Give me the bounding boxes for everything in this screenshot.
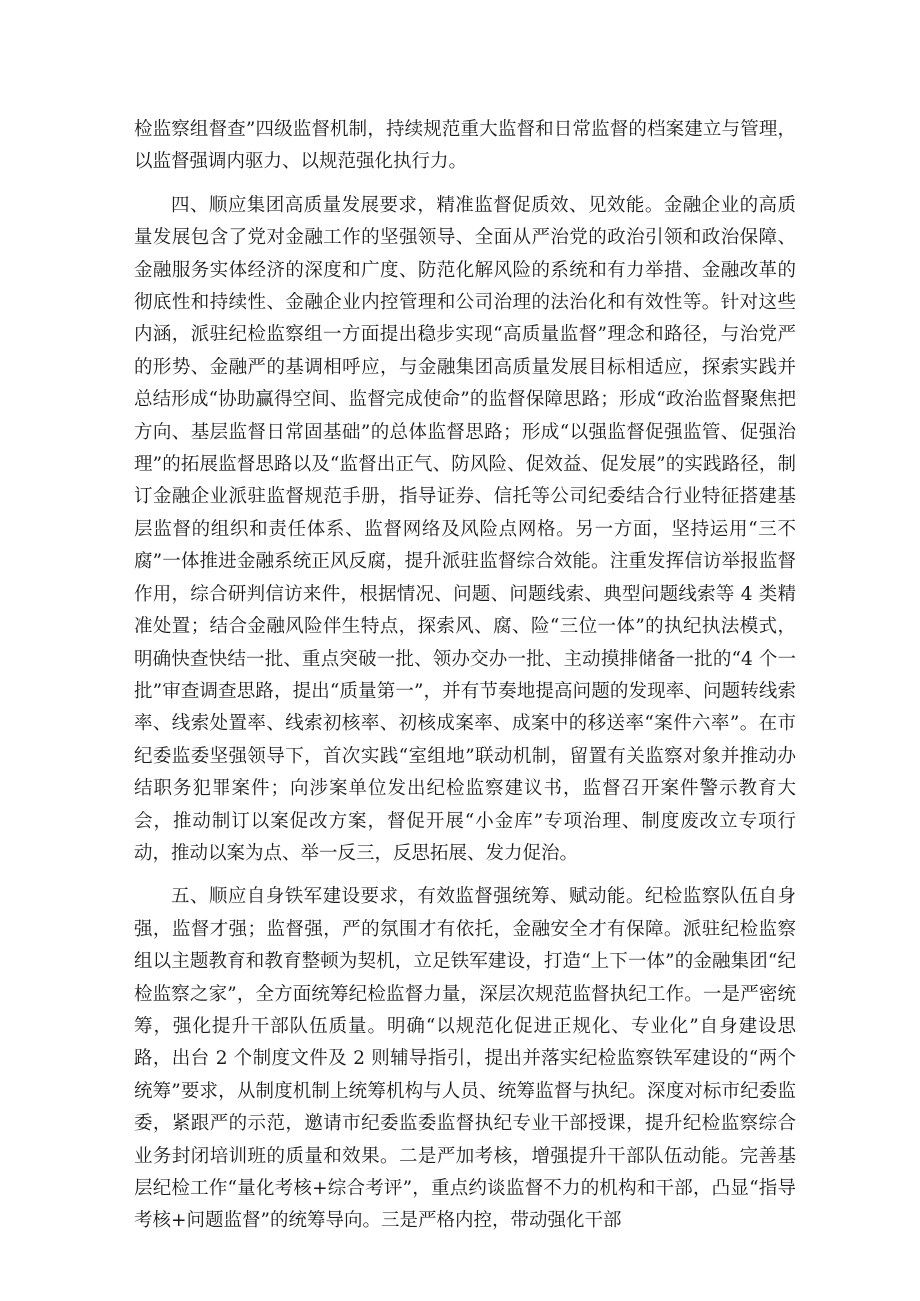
- paragraph-section-five: 五、顺应自身铁军建设要求，有效监督强统筹、赋动能。纪检监察队伍自身强，监督才强；监督强，严的氛围才有依托，金融安全才有保障。派驻纪检监察组以主题教育和教育整顿为契机，立足铁军建设，打造“上下一体”的金融集团“纪检监察之家”，全方面统筹纪检监督力量，深层次规范监督执纪工作。一是严密统筹，强化提升干部队伍质量。明确“以规范化促进正规化、专业化”自身建设思路，出台 2 个制度文件及 2 则辅导指引，提出并落实纪检监察铁军建设的“两个统筹”要求，从制度机制上统筹机构与人员、统筹监督与执纪。深度对标市纪委监委，紧跟严的示范，邀请市纪委监委监督执纪专业干部授课，提升纪检监察综合业务封闭培训班的质量和效果。二是严加考核，增强提升干部队伍动能。完善基层纪检工作“量化考核+综合考评”，重点约谈监督不力的机构和干部，凸显“指导考核+问题监督”的统筹导向。三是严格内控，带动强化干部: [134, 886, 796, 1232]
- paragraph-section-four: 四、顺应集团高质量发展要求，精准监督促质效、见效能。金融企业的高质量发展包含了党对金融工作的坚强领导、全面从严治党的政治引领和政治保障、金融服务实体经济的深度和广度、防范化解风险的系统和有力举措、金融改革的彻底性和持续性、金融企业内控管理和公司治理的法治化和有效性等。针对这些内涵，派驻纪检监察组一方面提出稳步实现“高质量监督”理念和路径，与治党严的形势、金融严的基调相呼应，与金融集团高质量发展目标相适应，探索实践并总结形成“协助赢得空间、监督完成使命”的监督保障思路；形成“政治监督聚焦把方向、基层监督日常固基础”的总体监督思路；形成“以强监督促强监管、促强治理”的拓展监督思路以及“监督出正气、防风险、促效益、促发展”的实践路径，制订金融企业派驻监督规范手册，指导证券、信托等公司纪委结合行业特征搭建基层监督的组织和责任体系、监督网络及风险点网格。另一方面，坚持运用“三不腐”一体推进金融系统正风反腐，提升派驻监督综合效能。注重发挥信访举报监督作用，综合研判信访来件，根据情况、问题、问题线索、典型问题线索等 4 类精准处置；结合金融风险伴生特点，探索风、腐、险“三位一体”的执纪执法模式，明确快查快结一批、重点突破一批、领办交办一批、主动摸排储备一批的“4 个一批”审查调查思路，提出“质量第一”，并有节奏地提高问题的发现率、问题转线索率、线索处置率、线索初核率、初核成案率、成案中的移送率“案件六率”。在市纪委监委坚强领导下，首次实践“室组地”联动机制，留置有关监察对象并推动办结职务犯罪案件；向涉案单位发出纪检监察建议书，监督召开案件警示教育大会，推动制订以案促改方案，督促开展“小金库”专项治理、制度废改立专项行动，推动以案为点、举一反三，反思拓展、发力促治。: [134, 194, 796, 864]
- document-body: [134, 114, 796, 1238]
- paragraph-continued: 检监察组督查”四级监督机制，持续规范重大监督和日常监督的档案建立与管理，以监督强调内驱力、以规范强化执行力。: [134, 119, 796, 173]
